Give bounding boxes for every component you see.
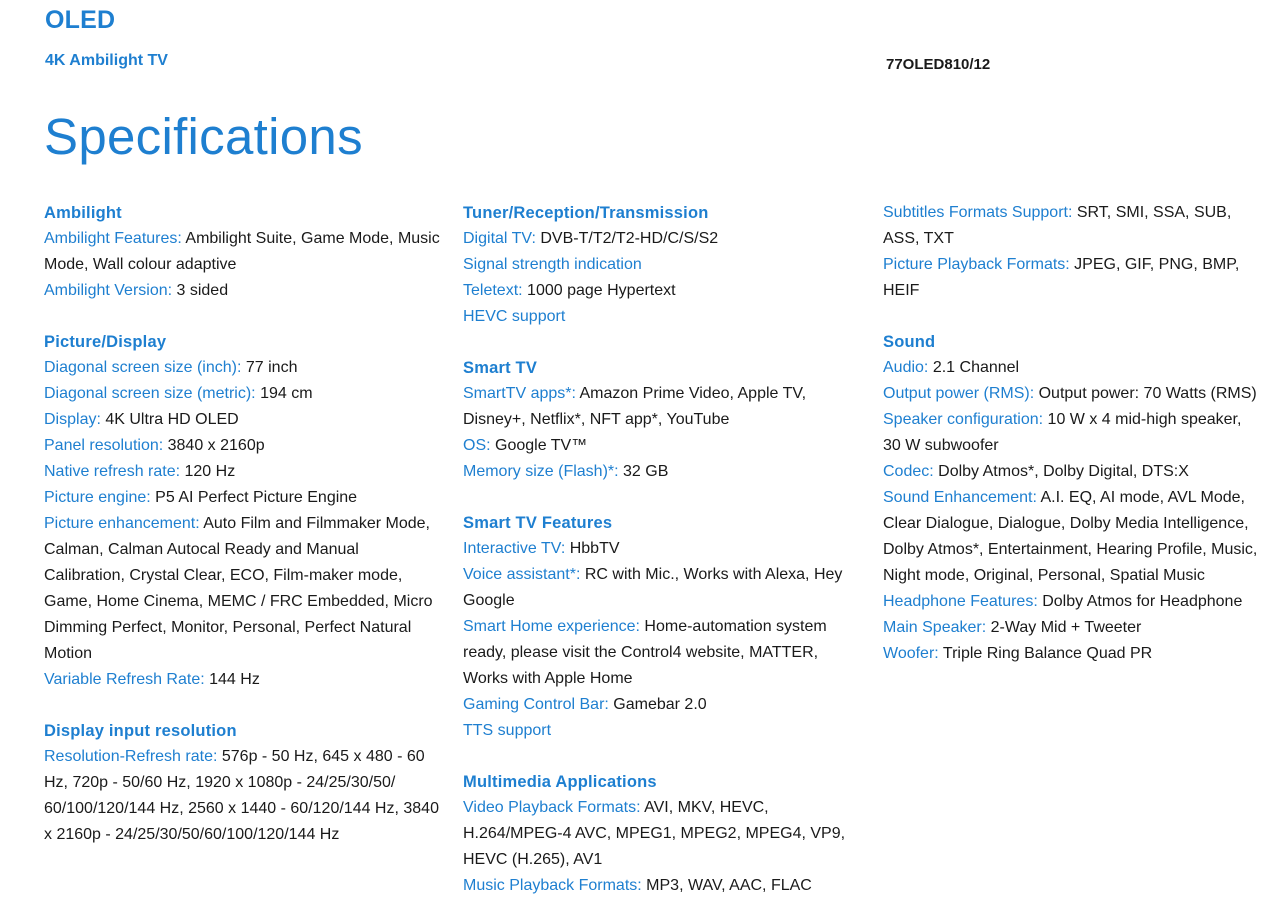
spec-row <box>463 718 863 744</box>
spec-row <box>463 226 863 252</box>
spec-row <box>463 252 863 278</box>
spec-label: Display: <box>44 411 101 428</box>
spec-value: MP3, WAV, AAC, FLAC <box>641 877 812 894</box>
spec-section <box>883 329 1263 667</box>
spec-value: 3 sided <box>172 282 229 299</box>
spec-value: 2.1 Channel <box>928 359 1020 376</box>
spec-row <box>44 744 440 848</box>
spec-row <box>44 278 440 304</box>
spec-row <box>883 459 1263 485</box>
spec-row <box>463 433 863 459</box>
section-title: Smart TV <box>463 359 538 377</box>
spec-value: Dolby Atmos*, Dolby Digital, DTS:X <box>933 463 1189 480</box>
section-title: Picture/Display <box>44 333 167 351</box>
spec-value: AVI, MKV, HEVC, H.264/MPEG-4 AVC, MPEG1, MPEG2, MPEG4, VP9, HEVC (H.265), AV1 <box>463 799 846 868</box>
spec-value: 576p - 50 Hz, 645 x 480 - 60 Hz, 720p - 50/60 Hz, 1920 x 1080p - 24/25/30/50/ 60/100/120/144 Hz, 2560 x 1440 - 60/120/144 Hz, 3840 x 2160p - 24/25/30/50/60/100/120/144 Hz <box>44 748 439 843</box>
spec-label: Picture engine: <box>44 489 151 506</box>
spec-label: Signal strength indication <box>463 256 642 273</box>
spec-label: Woofer: <box>883 645 939 662</box>
spec-row <box>463 795 863 873</box>
spec-value: 4K Ultra HD OLED <box>100 411 239 428</box>
spec-row <box>463 562 863 614</box>
spec-value: Output power: 70 Watts (RMS) <box>1034 385 1257 402</box>
spec-section <box>463 769 863 899</box>
spec-row <box>883 485 1263 589</box>
spec-row <box>463 381 863 433</box>
spec-column-2 <box>463 200 863 924</box>
spec-row <box>44 433 440 459</box>
spec-value: RC with Mic., Works with Alexa, Hey Google <box>463 566 843 609</box>
spec-row <box>44 459 440 485</box>
spec-row <box>44 381 440 407</box>
spec-column-3 <box>883 200 1263 692</box>
spec-value: HbbTV <box>565 540 620 557</box>
spec-section <box>463 510 863 744</box>
spec-label: Codec: <box>883 463 934 480</box>
spec-row <box>463 873 863 899</box>
spec-label: Panel resolution: <box>44 437 164 454</box>
spec-label: Resolution-Refresh rate: <box>44 748 218 765</box>
section-title: Smart TV Features <box>463 514 613 532</box>
spec-label: Ambilight Features: <box>44 230 182 247</box>
spec-label: Headphone Features: <box>883 593 1038 610</box>
spec-label: Audio: <box>883 359 929 376</box>
spec-section <box>44 200 440 304</box>
spec-row <box>883 615 1263 641</box>
spec-value: JPEG, GIF, PNG, BMP, HEIF <box>883 256 1240 299</box>
spec-value: P5 AI Perfect Picture Engine <box>150 489 358 506</box>
spec-label: Music Playback Formats: <box>463 877 642 894</box>
spec-value: DVB-T/T2/T2-HD/C/S/S2 <box>535 230 719 247</box>
model-number: 77OLED810/12 <box>886 56 991 73</box>
spec-value: Gamebar 2.0 <box>608 696 707 713</box>
spec-row <box>463 459 863 485</box>
spec-section <box>44 718 440 848</box>
spec-row <box>463 614 863 692</box>
spec-label: Native refresh rate: <box>44 463 181 480</box>
spec-row <box>44 226 440 278</box>
spec-section <box>883 200 1263 304</box>
spec-label: Gaming Control Bar: <box>463 696 609 713</box>
spec-column-1 <box>44 200 440 873</box>
spec-value: 144 Hz <box>204 671 260 688</box>
product-subtitle: 4K Ambilight TV <box>45 52 168 69</box>
spec-section <box>463 355 863 485</box>
spec-value: SRT, SMI, SSA, SUB, ASS, TXT <box>883 204 1232 247</box>
spec-row <box>883 381 1263 407</box>
spec-row <box>44 355 440 381</box>
spec-label: Digital TV: <box>463 230 536 247</box>
spec-label: Smart Home experience: <box>463 618 640 635</box>
spec-value: 77 inch <box>241 359 298 376</box>
spec-label: Main Speaker: <box>883 619 987 636</box>
spec-value: Auto Film and Filmmaker Mode, Calman, Calman Autocal Ready and Manual Calibration, Crystal Clear, ECO, Film-maker mode, Game, Home Cinema, MEMC / FRC Embedded, Micro Dimming Perfect, Monitor, Personal, Perfect Natural Motion <box>44 515 433 662</box>
spec-label: Subtitles Formats Support: <box>883 204 1073 221</box>
brand-name: OLED <box>45 6 116 34</box>
spec-value: Dolby Atmos for Headphone <box>1037 593 1243 610</box>
spec-label: HEVC support <box>463 308 566 325</box>
spec-label: Teletext: <box>463 282 523 299</box>
spec-row <box>883 641 1263 667</box>
spec-label: TTS support <box>463 722 552 739</box>
spec-row <box>463 536 863 562</box>
spec-value: 10 W x 4 mid-high speaker, 30 W subwoofer <box>883 411 1242 454</box>
spec-label: Diagonal screen size (inch): <box>44 359 242 376</box>
spec-value: 194 cm <box>255 385 313 402</box>
spec-row <box>44 667 440 693</box>
spec-value: 120 Hz <box>180 463 236 480</box>
spec-label: Interactive TV: <box>463 540 566 557</box>
spec-label: Speaker configuration: <box>883 411 1044 428</box>
spec-row <box>883 200 1263 252</box>
spec-label: Sound Enhancement: <box>883 489 1037 506</box>
spec-label: Output power (RMS): <box>883 385 1035 402</box>
spec-label: Diagonal screen size (metric): <box>44 385 256 402</box>
spec-row <box>883 407 1263 459</box>
spec-label: SmartTV apps*: <box>463 385 576 402</box>
spec-value: Triple Ring Balance Quad PR <box>938 645 1153 662</box>
spec-value: 32 GB <box>618 463 669 480</box>
spec-value: Google TV™ <box>490 437 588 454</box>
spec-row <box>463 692 863 718</box>
page-title: Specifications <box>44 108 363 165</box>
section-title: Multimedia Applications <box>463 773 657 791</box>
spec-label: Voice assistant*: <box>463 566 581 583</box>
spec-row <box>883 589 1263 615</box>
spec-value: Ambilight Suite, Game Mode, Music Mode, Wall colour adaptive <box>44 230 440 273</box>
spec-label: Video Playback Formats: <box>463 799 641 816</box>
spec-label: OS: <box>463 437 491 454</box>
spec-row <box>883 252 1263 304</box>
spec-row <box>44 485 440 511</box>
spec-label: Ambilight Version: <box>44 282 173 299</box>
spec-value: A.I. EQ, AI mode, AVL Mode, Clear Dialogue, Dialogue, Dolby Media Intelligence, Dolby Atmos*, Entertainment, Hearing Profile, Music, Night mode, Original, Personal, Spatial Music <box>883 489 1258 584</box>
section-title: Sound <box>883 333 936 351</box>
spec-value: 3840 x 2160p <box>163 437 265 454</box>
spec-value: 1000 page Hypertext <box>522 282 676 299</box>
spec-row <box>44 511 440 667</box>
spec-value: Home-automation system ready, please visit the Control4 website, MATTER, Works with Apple Home <box>463 618 827 687</box>
spec-label: Picture enhancement: <box>44 515 200 532</box>
section-title: Display input resolution <box>44 722 237 740</box>
spec-label: Memory size (Flash)*: <box>463 463 619 480</box>
spec-row <box>883 355 1263 381</box>
spec-section <box>463 200 863 330</box>
spec-label: Variable Refresh Rate: <box>44 671 205 688</box>
spec-section <box>44 329 440 693</box>
section-title: Ambilight <box>44 204 122 222</box>
spec-value: Amazon Prime Video, Apple TV, Disney+, Netflix*, NFT app*, YouTube <box>463 385 807 428</box>
section-title: Tuner/Reception/Transmission <box>463 204 709 222</box>
spec-row <box>463 304 863 330</box>
spec-label: Picture Playback Formats: <box>883 256 1070 273</box>
spec-value: 2-Way Mid + Tweeter <box>986 619 1142 636</box>
spec-row <box>463 278 863 304</box>
spec-row <box>44 407 440 433</box>
